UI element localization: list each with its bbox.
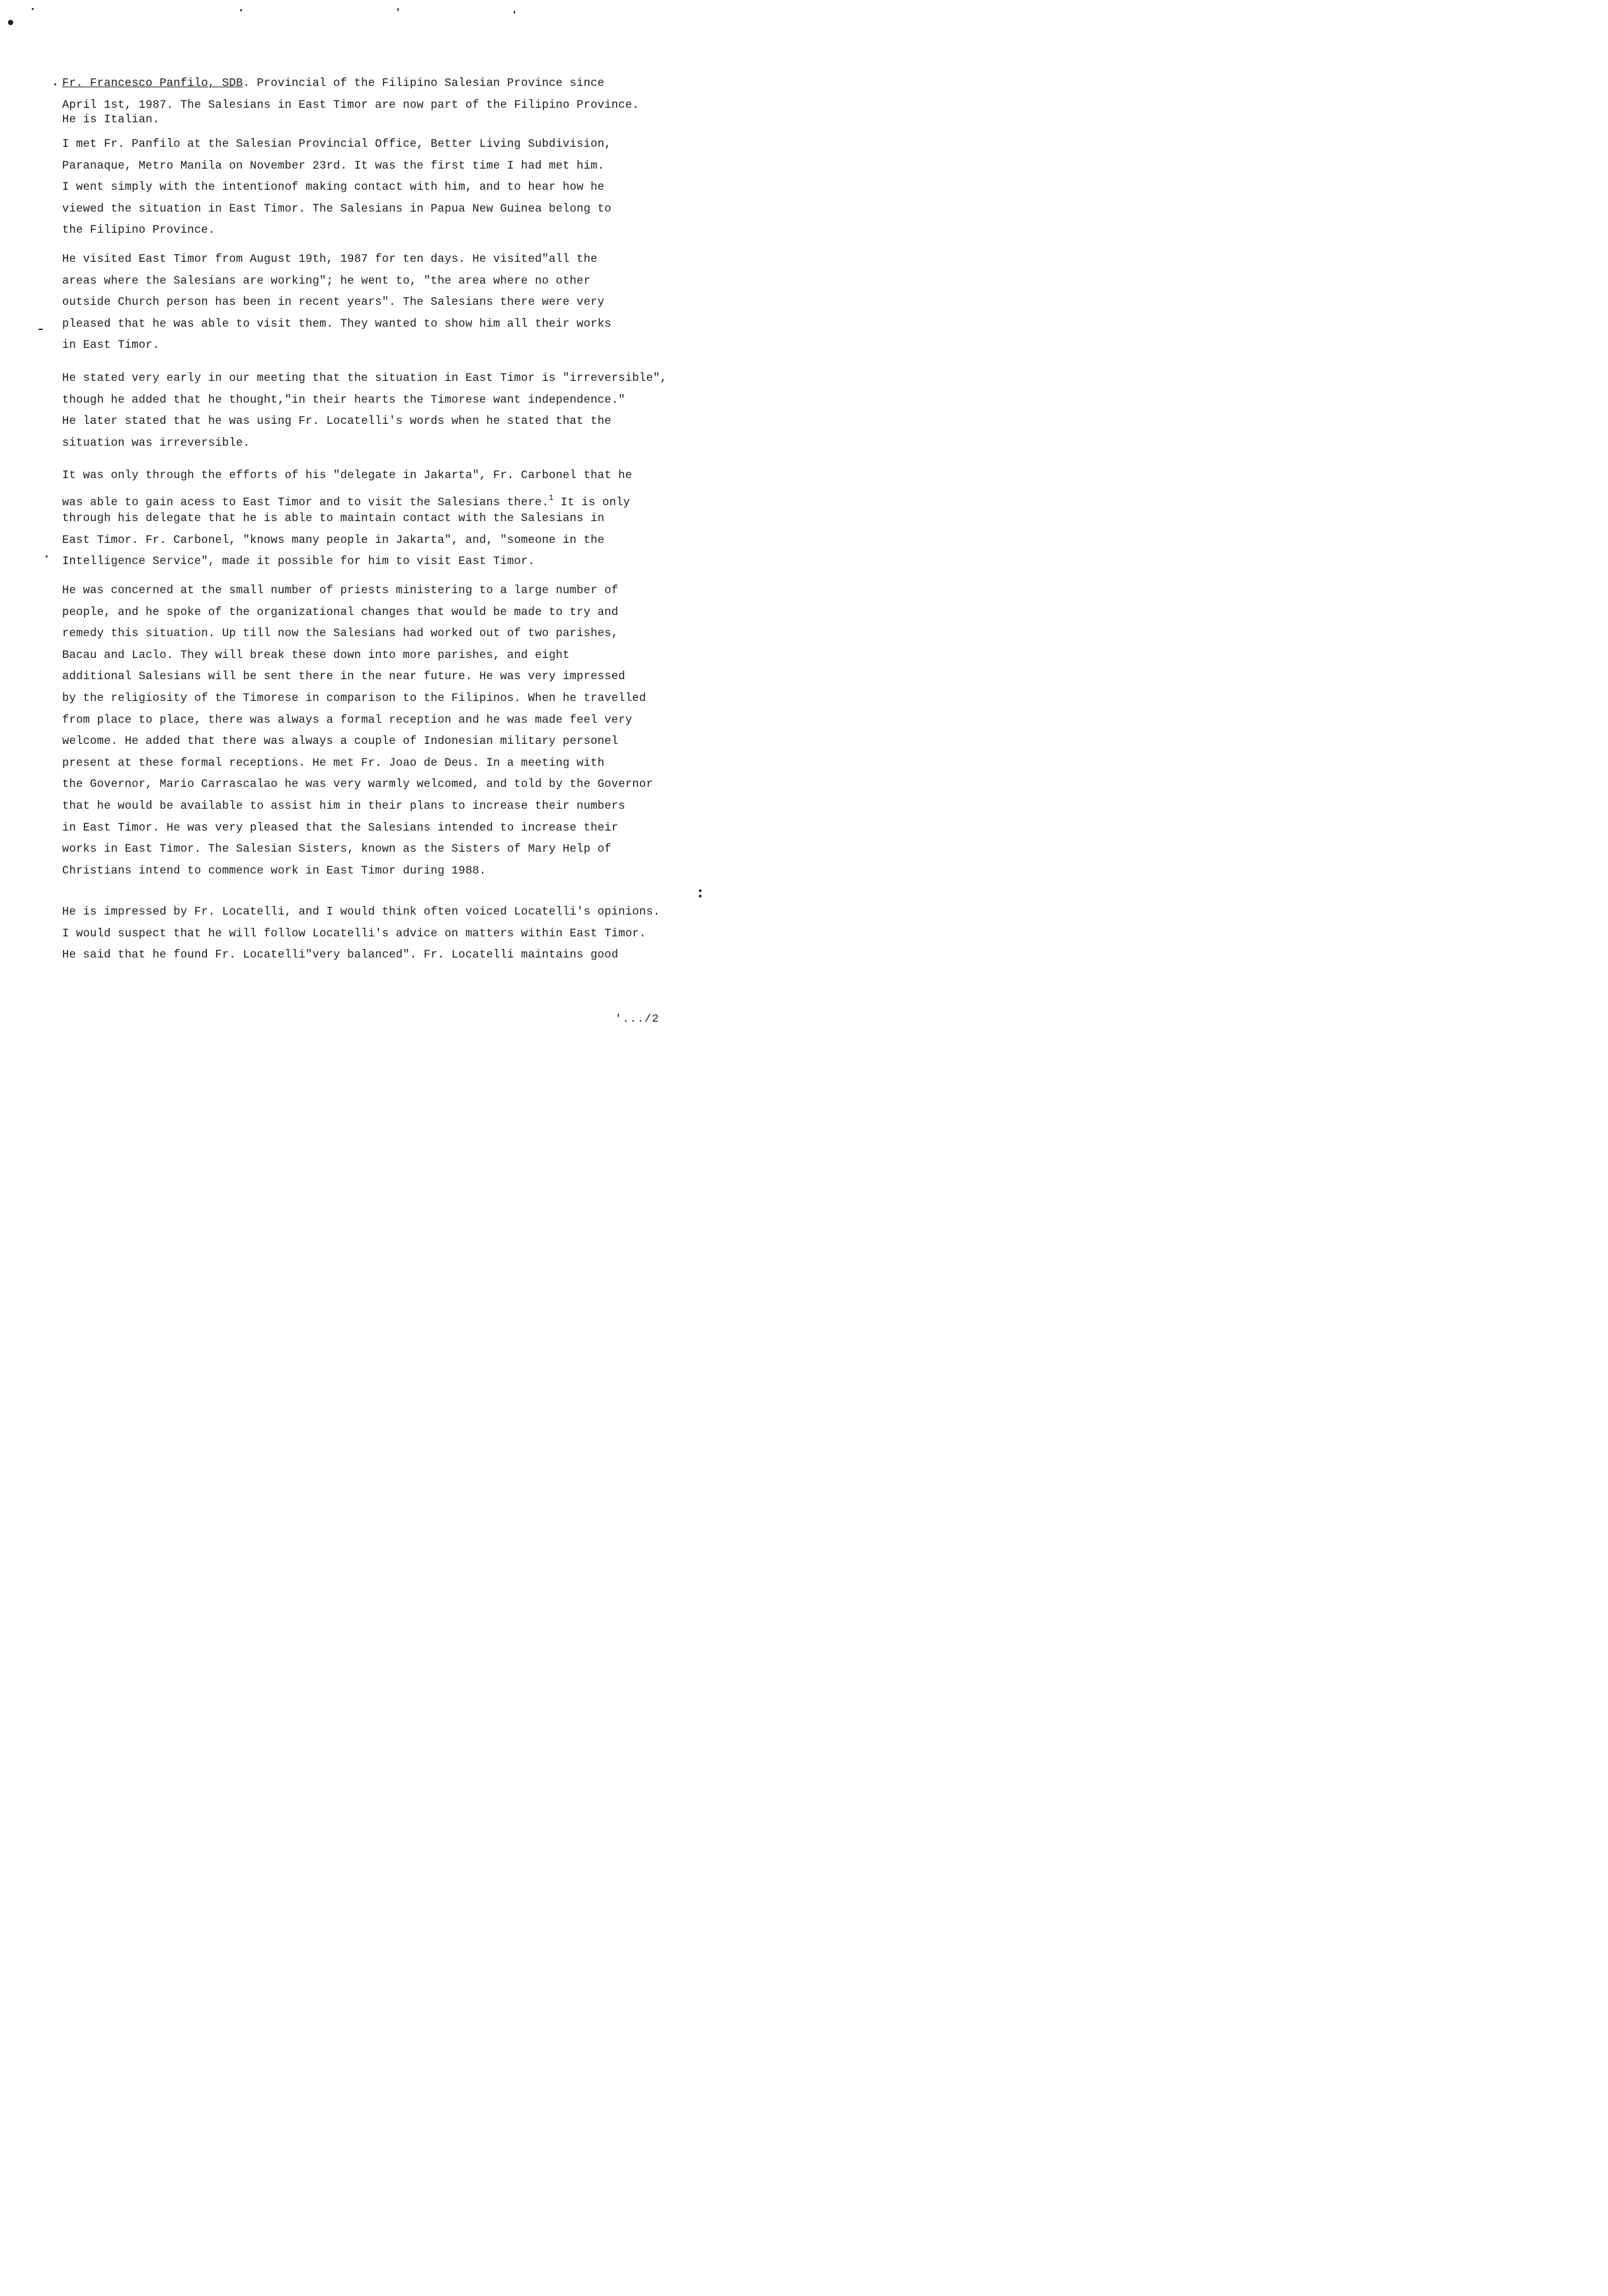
text-line: people, and he spoke of the organizational changes that would be made to try and <box>62 606 619 619</box>
paragraph-1 <box>62 73 707 131</box>
text-line: viewed the situation in East Timor. The Salesians in Papua New Guinea belong to <box>62 202 612 216</box>
text-line: He is Italian. <box>62 113 160 126</box>
text-line: outside Church person has been in recent years". The Salesians there were very <box>62 296 605 309</box>
text-line: areas where the Salesians are working"; he went to, "the area where no other <box>62 274 591 288</box>
text-line: the Filipino Province. <box>62 224 216 237</box>
text-line: welcome. He added that there was always a couple of Indonesian military personel <box>62 735 619 749</box>
text-line: by the religiosity of the Timorese in comparison to the Filipinos. When he travelled <box>62 692 647 705</box>
text-line: I would suspect that he will follow Locatelli's advice on matters within East Timor. <box>62 927 647 940</box>
text-line: through his delegate that he is able to maintain contact with the Salesians in <box>62 512 605 526</box>
paragraph-7 <box>62 902 707 967</box>
text-line: He was concerned at the small number of priests ministering to a large number of <box>62 585 619 597</box>
paragraph-5 <box>62 466 707 573</box>
paragraph-3 <box>62 249 707 357</box>
text-line: April 1st, 1987. The Salesians in East Timor are now part of the Filipino Province. <box>62 99 639 112</box>
scan-speck <box>8 20 13 25</box>
text-line: additional Salesians will be sent there in the near future. He was very impressed <box>62 671 625 684</box>
line-text: . Provincial of the Filipino Salesian Province since <box>243 77 605 90</box>
scan-speck <box>38 329 43 330</box>
scan-speck <box>699 895 702 897</box>
footnote-marker: 1 <box>549 493 554 503</box>
text-line: He later stated that he was using Fr. Locatelli's words when he stated that the <box>62 415 612 429</box>
author-name: Fr. Francesco Panfilo, SDB <box>62 77 243 90</box>
text-line: pleased that he was able to visit them. They wanted to show him all their works <box>62 317 612 331</box>
text-line: Bacau and Laclo. They will break these down into more parishes, and eight <box>62 649 570 662</box>
text-line: remedy this situation. Up till now the Salesians had worked out of two parishes, <box>62 628 619 641</box>
text-line: He said that he found Fr. Locatelli"very balanced". Fr. Locatelli maintains good <box>62 949 619 962</box>
scan-speck <box>699 889 702 892</box>
text-line: works in East Timor. The Salesian Sisters, known as the Sisters of Mary Help of <box>62 843 612 856</box>
line-text: It is only <box>553 496 631 509</box>
paragraph-4 <box>62 368 707 454</box>
text-line <box>62 73 707 95</box>
text-line: that he would be available to assist him in their plans to increase their numbers <box>62 800 625 813</box>
text-line: It was only through the efforts of his "delegate in Jakarta", Fr. Carbonel that he <box>62 470 633 482</box>
text-line: He is impressed by Fr. Locatelli, and I would think often voiced Locatelli's opinions. <box>62 906 661 919</box>
text-line: He stated very early in our meeting that the situation in East Timor is "irreversible", <box>62 372 667 385</box>
text-line: situation was irreversible. <box>62 436 250 450</box>
text-line: He visited East Timor from August 19th, 1987 for ten days. He visited"all the <box>62 253 598 266</box>
text-line: I met Fr. Panfilo at the Salesian Provincial Office, Better Living Subdivision, <box>62 138 612 151</box>
scan-speck <box>32 8 34 10</box>
line-text: was able to gain acess to East Timor and to visit the Salesians there. <box>62 496 549 509</box>
text-line: I went simply with the intentionof making contact with him, and to hear how he <box>62 181 605 194</box>
text-line <box>62 487 707 509</box>
text-line: the Governor, Mario Carrascalao he was very warmly welcomed, and told by the Governor <box>62 778 653 792</box>
text-line: Christians intend to commence work in East Timor during 1988. <box>62 864 487 878</box>
text-line: Paranaque, Metro Manila on November 23rd. It was the first time I had met him. <box>62 159 605 173</box>
paragraph-6 <box>62 581 707 882</box>
text-line: though he added that he thought,"in their hearts the Timorese want independence." <box>62 393 625 407</box>
text-line: East Timor. Fr. Carbonel, "knows many people in Jakarta", and, "someone in the <box>62 534 605 547</box>
text-line: in East Timor. <box>62 339 160 352</box>
text-line: Intelligence Service", made it possible for him to visit East Timor. <box>62 555 535 569</box>
text-line: present at these formal receptions. He met Fr. Joao de Deus. In a meeting with <box>62 757 605 770</box>
scan-speck <box>46 555 48 557</box>
page-continuation-marker: '.../2 <box>615 1013 660 1026</box>
text-line: from place to place, there was always a formal reception and he was made feel very <box>62 714 633 727</box>
scan-speck <box>514 11 515 14</box>
scan-speck <box>397 8 399 11</box>
scan-speck <box>240 9 242 11</box>
text-line: in East Timor. He was very pleased that the Salesians intended to increase their <box>62 821 619 835</box>
document-page <box>0 0 727 1038</box>
paragraph-2 <box>62 134 707 242</box>
scan-speck <box>54 83 56 85</box>
